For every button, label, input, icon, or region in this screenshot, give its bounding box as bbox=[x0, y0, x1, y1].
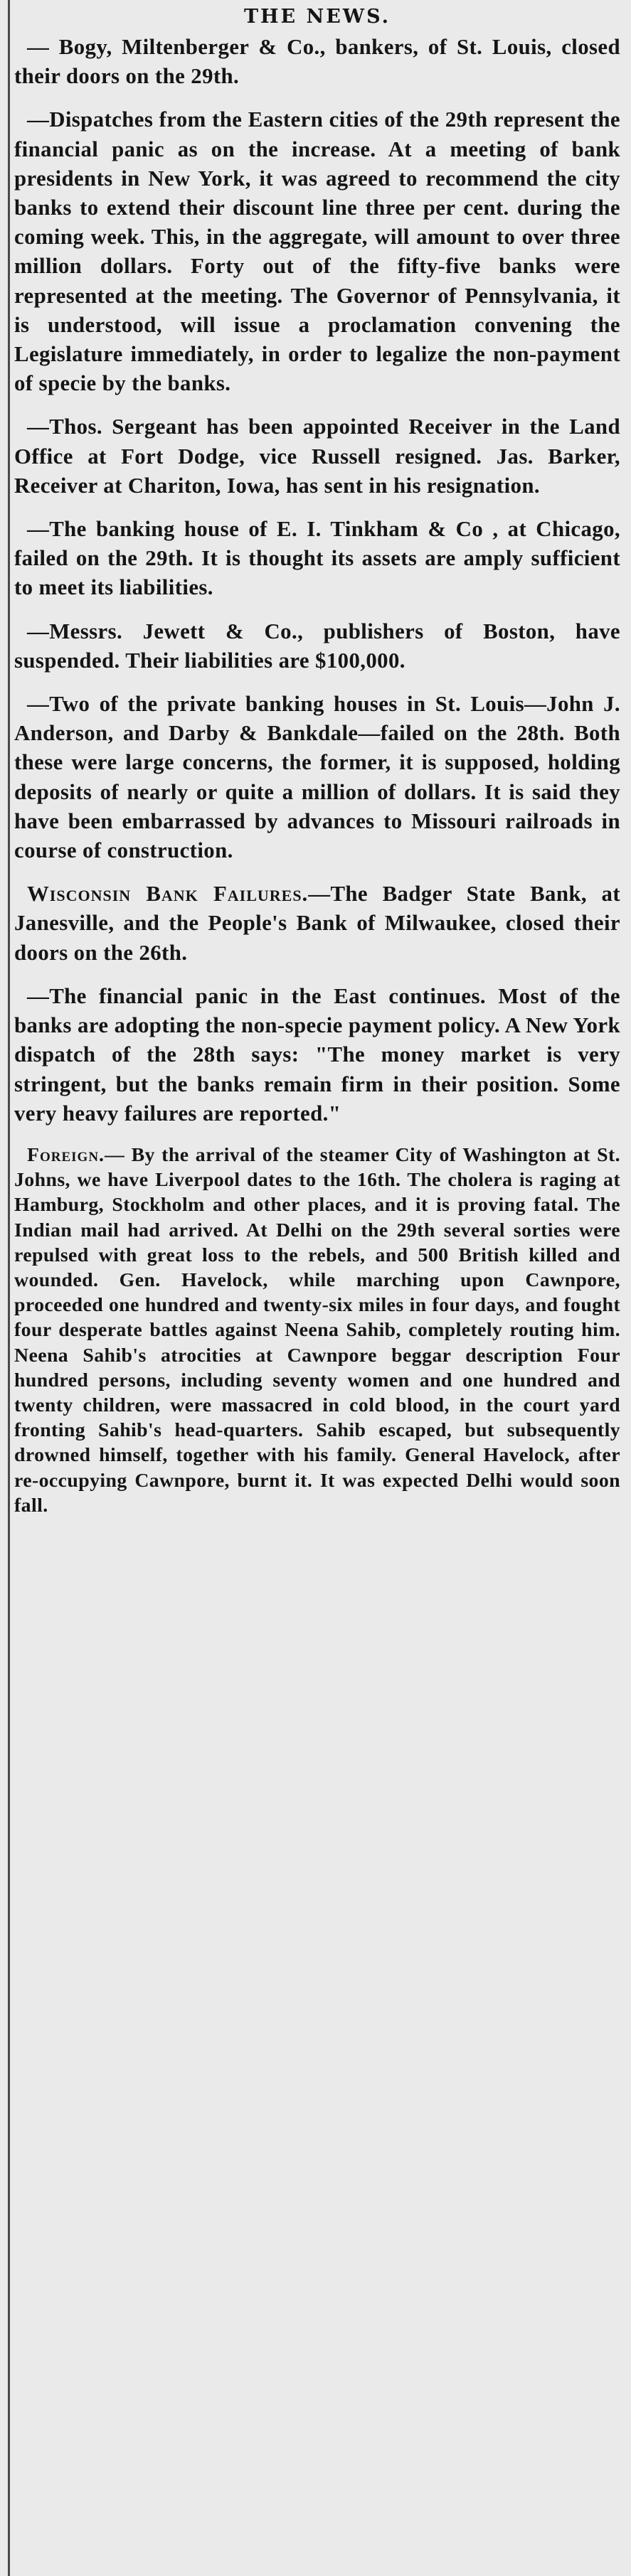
news-item-text: —The Badger State Bank, at Janesville, and the People's Bank of Milwaukee, closed their doors on the 26th. bbox=[14, 882, 620, 965]
news-item-lead: Foreign. bbox=[27, 1143, 105, 1166]
news-item-text: —The financial panic in the East continues. Most of the banks are adopting the non-specie payment policy. A New York dispatch of the 28th says: "The money market is very stringent, but the banks remain firm in their position. Some very heavy failures are reported." bbox=[14, 983, 620, 1126]
column-rule bbox=[8, 0, 10, 2576]
news-item-panic-east bbox=[14, 982, 620, 1128]
news-column bbox=[14, 4, 620, 1518]
news-item-st-louis-banks bbox=[14, 690, 620, 865]
news-item-text: —Messrs. Jewett & Co., publishers of Boston, have suspended. Their liabilities are $100,000. bbox=[14, 619, 620, 673]
news-item-jewett bbox=[14, 617, 620, 675]
news-item-text: — By the arrival of the steamer City of Washington at St. Johns, we have Liverpool dates to the 16th. The cholera is raging at Hamburg, Stockholm and other places, and it is proving fatal. The Indian mail had arrived. At Delhi on the 29th several sorties were repulsed with great loss to the rebels, and 500 British killed and wounded. Gen. Havelock, while marching upon Cawnpore, proceeded one hundred and twenty-six miles in four days, and fought four desperate battles against Neena Sahib, completely routing him. Neena Sahib's atrocities at Cawnpore beggar description Four hundred persons, including seventy women and one hundred and twenty children, were massacred in cold blood, in the court yard fronting Sahib's head-quarters. Sahib escaped, but subsequently drowned himself, together with his family. General Havelock, after re-occupying Cawnpore, burnt it. It was expected Delhi would soon fall. bbox=[14, 1143, 620, 1517]
news-item-lead: Wisconsin Bank Failures. bbox=[27, 882, 309, 907]
news-item-bogy bbox=[14, 33, 620, 91]
news-item-tinkham bbox=[14, 515, 620, 603]
news-item-text: —Dispatches from the Eastern cities of the 29th represent the financial panic as on the increase. At a meeting of bank presidents in New York, it was agreed to recommend the city banks to extend their discount line three per cent. during the coming week. This, in the aggregate, will amount to over three million dollars. Forty out of the fifty-five banks were represented at the meeting. The Governor of Pennsylvania, it is understood, will issue a proclamation convening the Legislature immediately, in order to legalize the non-payment of specie by the banks. bbox=[14, 107, 620, 396]
news-item-sergeant bbox=[14, 412, 620, 501]
news-item-wisconsin bbox=[14, 880, 620, 968]
news-item-text: —Two of the private banking houses in St. Louis—John J. Anderson, and Darby & Bankdale—failed on the 28th. Both these were large concerns, the former, it is supposed, holding deposits of nearly or quite a million of dollars. It is said they have been embarrassed by advances to Missouri railroads in course of construction. bbox=[14, 692, 620, 863]
news-item-text: —Thos. Sergeant has been appointed Receiver in the Land Office at Fort Dodge, vice Russell resigned. Jas. Barker, Receiver at Chariton, Iowa, has sent in his resignation. bbox=[14, 415, 620, 498]
news-item-foreign bbox=[14, 1143, 620, 1518]
news-item-dispatches bbox=[14, 105, 620, 398]
news-item-text: —The banking house of E. I. Tinkham & Co , at Chicago, failed on the 29th. It is thought its assets are amply sufficient to meet its liabilities. bbox=[14, 517, 620, 600]
section-heading: THE NEWS. bbox=[243, 6, 391, 28]
news-item-text: — Bogy, Miltenberger & Co., bankers, of St. Louis, closed their doors on the 29th. bbox=[14, 35, 620, 89]
